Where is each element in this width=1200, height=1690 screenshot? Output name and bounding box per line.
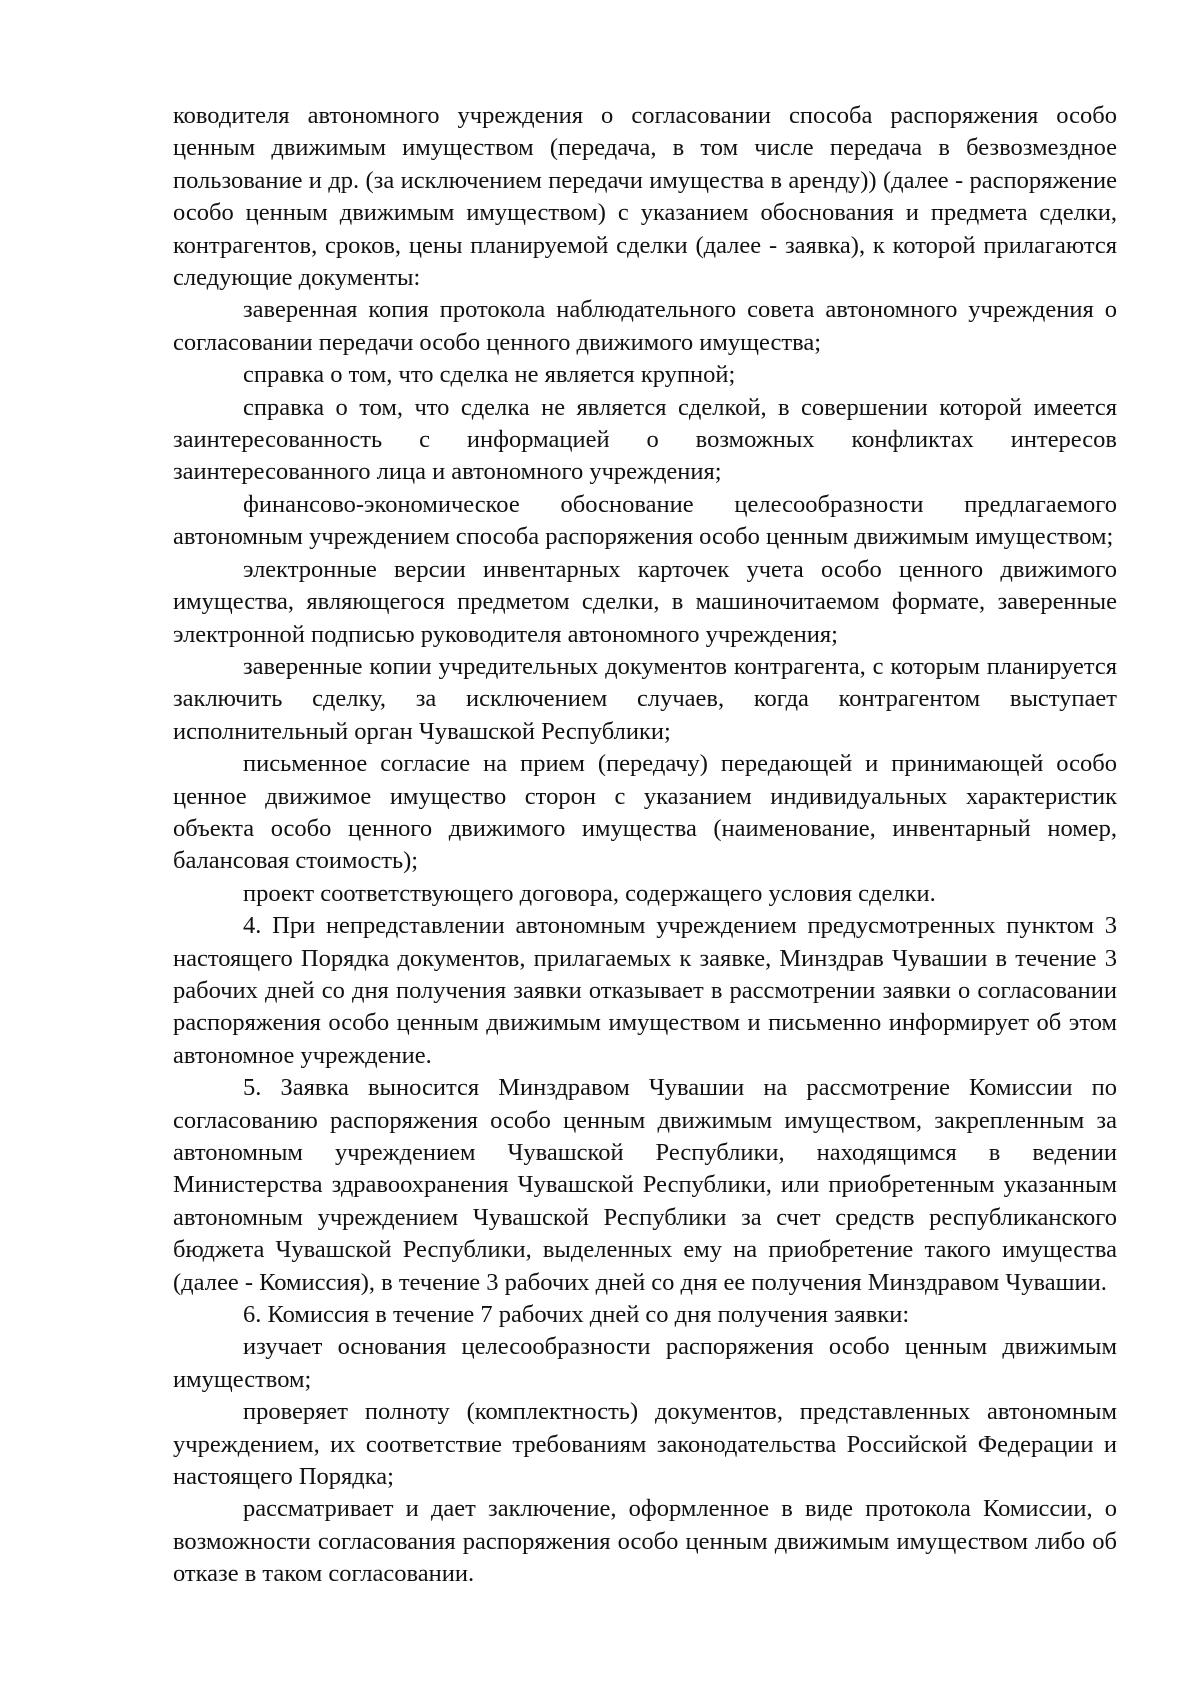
paragraph-checks-completeness: проверяет полноту (комплектность) документов, представленных автономным учреждением, их соответствие требованиям законодательства Российской Федерации и настоящего Порядка; bbox=[173, 1398, 1117, 1491]
paragraph-item-6: 6. Комиссия в течение 7 рабочих дней со дня получения заявки: bbox=[243, 1301, 910, 1329]
paragraph-founding-documents: заверенные копии учредительных документов контрагента, с которым планируется заключить сделку, за исключением случаев, когда контрагентом выступает исполнительный орган Чувашской Республики; bbox=[173, 652, 1117, 745]
paragraph-no-interest: справка о том, что сделка не является сделкой, в совершении которой имеется заинтересованность с информацией о возможных конфликтах интересов заинтересованного лица и автономного учреждения; bbox=[173, 393, 1117, 486]
paragraph-studies-grounds: изучает основания целесообразности распоряжения особо ценным движимым имуществом; bbox=[173, 1333, 1117, 1393]
paragraph-item-5: 5. Заявка выносится Минздравом Чувашии на рассмотрение Комиссии по согласованию распоряжения особо ценным движимым имуществом, закрепленным за автономным учреждением Чувашской Республики, находящимся в ведении Министерства здравоохранения Чувашской Республики, или приобретенным указанным автономным учреждением Чувашской Республики за счет средств республиканского бюджета Чувашской Республики, выделенных ему на приобретение такого имущества (далее - Комиссия), в течение 3 рабочих дней со дня ее получения Минздравом Чувашии. bbox=[173, 1074, 1117, 1296]
paragraph-item-4: 4. При непредставлении автономным учреждением предусмотренных пунктом 3 настоящего Порядка документов, прилагаемых к заявке, Минздрав Чувашии в течение 3 рабочих дней со дня получения заявки отказывает в рассмотрении заявки о согласовании распоряжения особо ценным движимым имуществом и письменно информирует об этом автономное учреждение. bbox=[173, 912, 1117, 1069]
paragraph-draft-contract: проект соответствующего договора, содержащего условия сделки. bbox=[243, 879, 936, 907]
paragraph-inventory-cards: электронные версии инвентарных карточек учета особо ценного движимого имущества, являющегося предметом сделки, в машиночитаемом формате, заверенные электронной подписью руководителя автономного учреждения; bbox=[173, 555, 1117, 648]
paragraph-written-consent: письменное согласие на прием (передачу) передающей и принимающей особо ценное движимое имущество сторон с указанием индивидуальных характеристик объекта особо ценного движимого имущества (наименование, инвентарный номер, балансовая стоимость); bbox=[173, 750, 1117, 875]
paragraph-conclusion: рассматривает и дает заключение, оформленное в виде протокола Комиссии, о возможности согласования распоряжения особо ценным движимым имуществом либо об отказе в таком согласовании. bbox=[173, 1495, 1117, 1588]
paragraph-not-major-deal: справка о том, что сделка не является крупной; bbox=[243, 361, 736, 389]
document-page bbox=[173, 100, 1117, 1591]
paragraph-protocol-copy: заверенная копия протокола наблюдательного совета автономного учреждения о согласовании передачи особо ценного движимого имущества; bbox=[173, 296, 1117, 356]
paragraph-financial-justification: финансово-экономическое обоснование целесообразности предлагаемого автономным учреждением способа распоряжения особо ценным движимым имуществом; bbox=[173, 490, 1117, 551]
paragraph-continuation: ководителя автономного учреждения о согласовании способа распоряжения особо ценным движимым имуществом (передача, в том числе передача в безвозмездное пользование и др. (за исключением передачи имущества в аренду)) (далее - распоряжение особо ценным движимым имуществом) с указанием обоснования и предмета сделки, контрагентов, сроков, цены планируемой сделки (далее - заявка), к которой прилагаются следующие документы: bbox=[173, 102, 1117, 292]
